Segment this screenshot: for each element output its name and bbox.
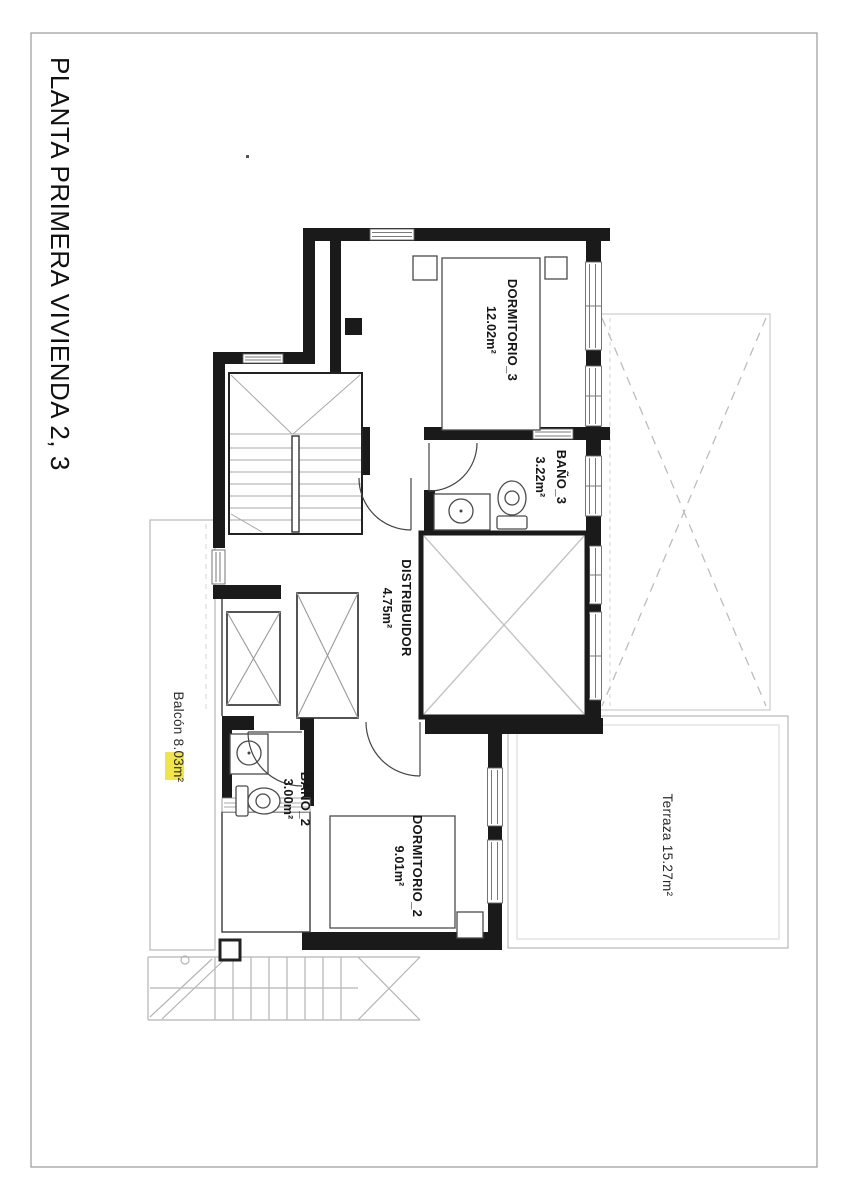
- dorm3-area: 12.02m²: [484, 306, 498, 354]
- window-east-2: [586, 366, 602, 426]
- bath2-toilet: [236, 786, 280, 816]
- window-stair: [243, 354, 283, 363]
- window-dorm2-2: [488, 840, 503, 903]
- window-balcony-door: [212, 550, 225, 584]
- pergola-open-area: [598, 314, 770, 710]
- window-dorm2-1: [488, 768, 503, 826]
- bath3-sink: [434, 494, 490, 530]
- interior-staircase: [229, 373, 362, 534]
- north-wall: [303, 228, 610, 241]
- closet-large: [297, 593, 358, 718]
- balcon-label: Balcón 8.03m²: [171, 691, 186, 783]
- distribuidor-area: 4.75m²: [380, 587, 394, 629]
- exterior-staircase: [148, 956, 420, 1020]
- column-pillar: [220, 940, 240, 960]
- dressing-nook: [222, 812, 310, 932]
- terrace-outline: [508, 716, 788, 948]
- dorm2-nightstand: [457, 912, 483, 938]
- stair-divider: [292, 436, 299, 532]
- northwest-wall: [303, 228, 315, 364]
- west-wall-upper: [213, 352, 225, 548]
- door-bath3: [429, 443, 477, 491]
- dorm2-label: DORMITORIO_2: [410, 814, 425, 918]
- bath2-label: BAÑO_2: [298, 771, 313, 827]
- plot-mark: [246, 155, 249, 158]
- dorm2-east-wall-b: [488, 826, 502, 840]
- window-north: [370, 229, 414, 240]
- bath3-toilet: [497, 481, 527, 529]
- terraza-label: Terraza 15.27m²: [660, 793, 675, 897]
- south-mid-wall: [425, 718, 603, 734]
- door-dorm2: [366, 722, 420, 776]
- dorm3-nightstand-right: [545, 257, 567, 279]
- sheet-title: PLANTA PRIMERA VIVIENDA 2, 3: [45, 57, 75, 471]
- dorm2-area: 9.01m²: [392, 845, 406, 887]
- dorm3-nightstand-left: [413, 256, 437, 280]
- bath3-label: BAÑO_3: [554, 449, 569, 505]
- door-hall-west: [359, 478, 411, 530]
- dorm2-east-wall-a: [488, 730, 502, 770]
- central-void: [421, 533, 587, 717]
- window-east-1: [586, 262, 602, 350]
- dorm3-label: DORMITORIO_3: [505, 278, 520, 382]
- bath3-area: 3.22m²: [533, 456, 547, 498]
- bath2-area: 3.00m²: [281, 778, 295, 820]
- closet-small: [227, 612, 280, 705]
- distribuidor-label: DISTRIBUIDOR: [399, 559, 414, 657]
- column-upper: [345, 318, 362, 335]
- west-mid-wall: [213, 585, 281, 599]
- window-east-3: [586, 456, 602, 516]
